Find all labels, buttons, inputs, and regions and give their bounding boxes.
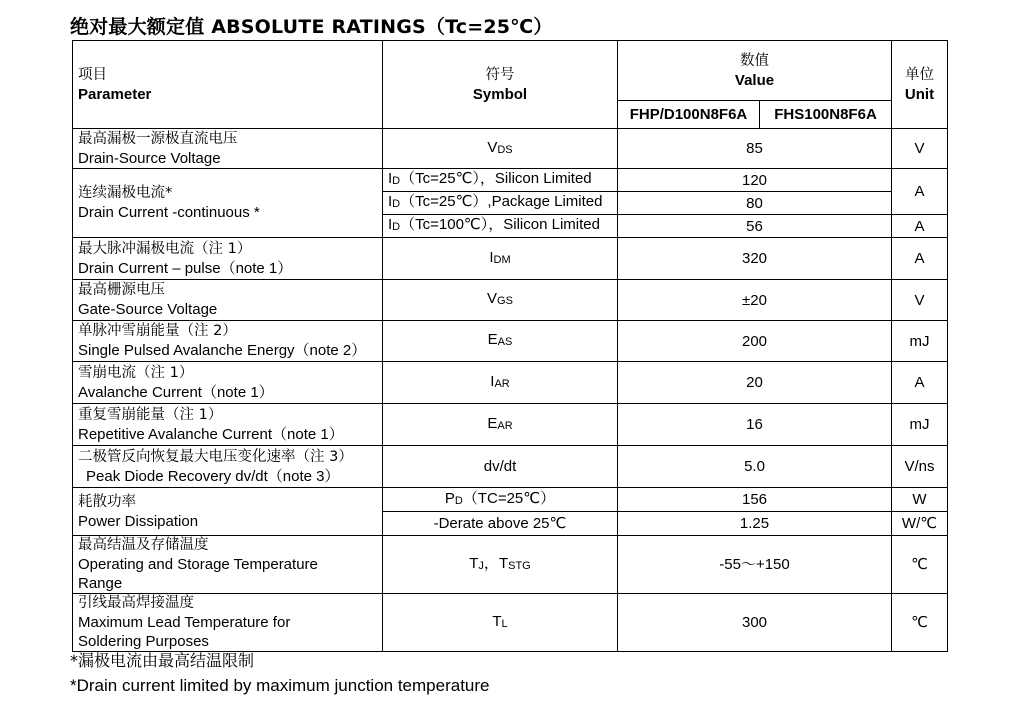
unit-header: 单位 Unit (892, 41, 948, 129)
value-cell: 85 (618, 129, 892, 169)
symbol-cell: IDM (383, 238, 618, 280)
symbol-cell: ID（Tc=100℃），Silicon Limited (383, 215, 618, 238)
value-header: 数值 Value (618, 41, 892, 101)
unit-cell: V (892, 280, 948, 321)
unit-cell: A (892, 238, 948, 280)
unit-cell: ℃ (892, 536, 948, 594)
param-cell: 单脉冲雪崩能量（注 2） Single Pulsed Avalanche Energy（note 2） (73, 321, 383, 362)
param-cell: 最大脉冲漏极电流（注 1） Drain Current – pulse（note 1） (73, 238, 383, 280)
value-cell: 56 (618, 215, 892, 238)
model2-header: FHS100N8F6A (760, 101, 892, 129)
header-row (73, 41, 948, 101)
unit-cell: A (892, 215, 948, 238)
value-cell: 5.0 (618, 446, 892, 488)
unit-cell: V/ns (892, 446, 948, 488)
unit-cell: A (892, 362, 948, 404)
symbol-cell: ID（Tc=25℃），Silicon Limited (383, 169, 618, 192)
unit-cell: A (892, 169, 948, 215)
symbol-cell: EAS (383, 321, 618, 362)
symbol-header: 符号 Symbol (383, 41, 618, 129)
table-row (73, 362, 948, 404)
unit-cell: V (892, 129, 948, 169)
value-cell: 1.25 (618, 512, 892, 536)
absolute-ratings-table (72, 40, 948, 652)
param-cell: 最高栅源电压 Gate-Source Voltage (73, 280, 383, 321)
footnote-en: *Drain current limited by maximum junction temperature (70, 676, 490, 695)
value-cell: 156 (618, 488, 892, 512)
param-cell: 二极管反向恢复最大电压变化速率（注 3） Peak Diode Recovery dv/dt（note 3） (73, 446, 383, 488)
unit-cell: W/℃ (892, 512, 948, 536)
symbol-cell: dv/dt (383, 446, 618, 488)
table-row (73, 321, 948, 362)
unit-cell: mJ (892, 404, 948, 446)
value-cell: 80 (618, 192, 892, 215)
symbol-cell: -Derate above 25℃ (383, 512, 618, 536)
value-cell: ±20 (618, 280, 892, 321)
parameter-header: 项目 Parameter (73, 41, 383, 129)
value-cell: 200 (618, 321, 892, 362)
footnote-cn: *漏极电流由最高结温限制 (70, 651, 255, 670)
symbol-cell: VDS (383, 129, 618, 169)
value-cell: -55～+150 (618, 536, 892, 594)
symbol-cell: VGS (383, 280, 618, 321)
table-row (73, 169, 948, 192)
table-row (73, 129, 948, 169)
param-cell: 最高结温及存储温度 Operating and Storage Temperature Range (73, 536, 383, 594)
table-row (73, 488, 948, 512)
param-cell: 重复雪崩能量（注 1） Repetitive Avalanche Current（note 1） (73, 404, 383, 446)
table-row (73, 404, 948, 446)
symbol-cell: EAR (383, 404, 618, 446)
param-cell: 引线最高焊接温度 Maximum Lead Temperature for Soldering Purposes (73, 594, 383, 652)
param-cell: 耗散功率 Power Dissipation (73, 488, 383, 536)
symbol-cell: ID（Tc=25℃）,Package Limited (383, 192, 618, 215)
table-row (73, 280, 948, 321)
value-cell: 300 (618, 594, 892, 652)
section-title: 绝对最大额定值 ABSOLUTE RATINGS（Tc=25℃） (70, 16, 553, 38)
param-cell: 雪崩电流（注 1） Avalanche Current（note 1） (73, 362, 383, 404)
value-cell: 120 (618, 169, 892, 192)
value-cell: 320 (618, 238, 892, 280)
value-cell: 20 (618, 362, 892, 404)
value-cell: 16 (618, 404, 892, 446)
table-row (73, 446, 948, 488)
param-cell: 连续漏极电流* Drain Current -continuous * (73, 169, 383, 238)
symbol-cell: PD（TC=25℃） (383, 488, 618, 512)
unit-cell: W (892, 488, 948, 512)
symbol-cell: IAR (383, 362, 618, 404)
unit-cell: mJ (892, 321, 948, 362)
symbol-cell: TJ，TSTG (383, 536, 618, 594)
table-row (73, 594, 948, 652)
symbol-cell: TL (383, 594, 618, 652)
unit-cell: ℃ (892, 594, 948, 652)
table-row (73, 536, 948, 594)
model1-header: FHP/D100N8F6A (618, 101, 760, 129)
param-cell: 最高漏极一源极直流电压 Drain-Source Voltage (73, 129, 383, 169)
table-row (73, 238, 948, 280)
